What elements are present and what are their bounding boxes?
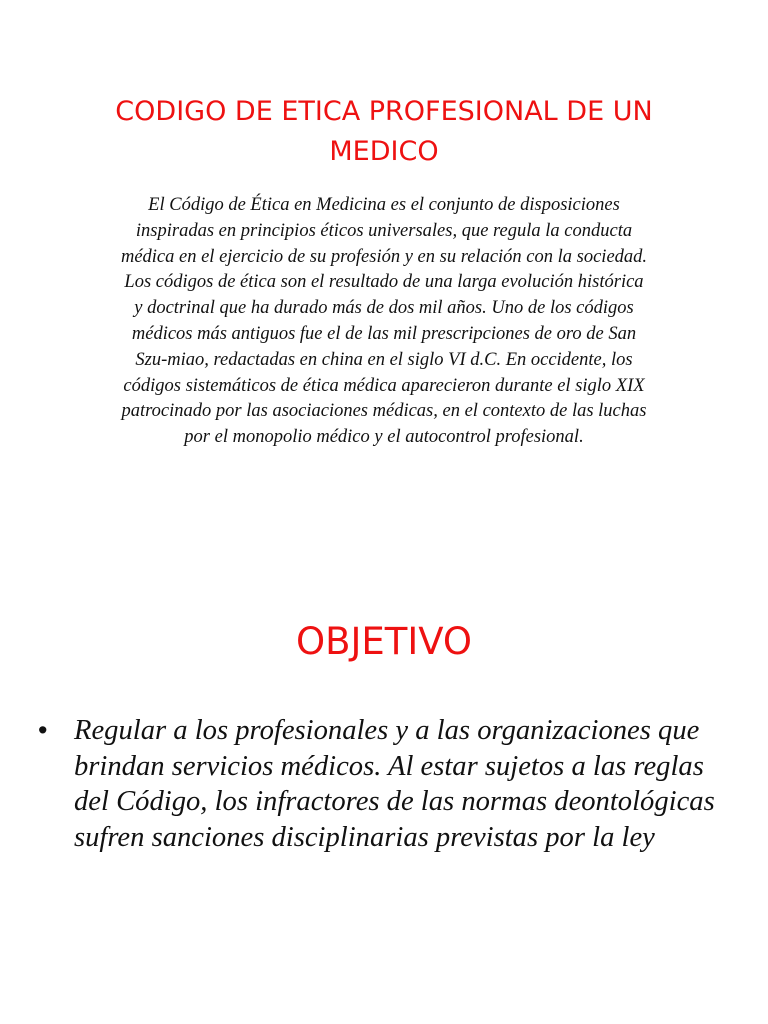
objetivo-heading: OBJETIVO	[295, 620, 473, 663]
bullet-icon: •	[38, 715, 48, 745]
slide-objetivo	[0, 560, 768, 1024]
page-title: CODIGO DE ETICA PROFESIONAL DE UN MEDICO	[115, 96, 653, 167]
objetivo-bullet-text: Regular a los profesionales y a las organizaciones que brindan servicios médicos. Al estar sujetos a las reglas del Código, los infractores de las normas deontológicas sufren sanciones disciplinarias previstas por la ley	[74, 715, 715, 853]
objetivo-bullet-list	[38, 713, 738, 855]
list-item	[38, 713, 738, 855]
intro-paragraph: El Código de Ética en Medicina es el conjunto de disposiciones inspiradas en principios éticos universales, que regula la conducta médica en el ejercicio de su profesión y en su relación con la sociedad. Los códigos de ética son el resultado de una larga evolución histórica y doctrinal que ha durado más de dos mil años. Uno de los códigos médicos más antiguos fue el de las mil prescripciones de oro de San Szu-miao, redactadas en china en el siglo VI d.C. En occidente, los códigos sistemáticos de ética médica aparecieron durante el siglo XIX patrocinado por las asociaciones médicas, en el contexto de las luchas por el monopolio médico y el autocontrol profesional.	[120, 195, 648, 448]
